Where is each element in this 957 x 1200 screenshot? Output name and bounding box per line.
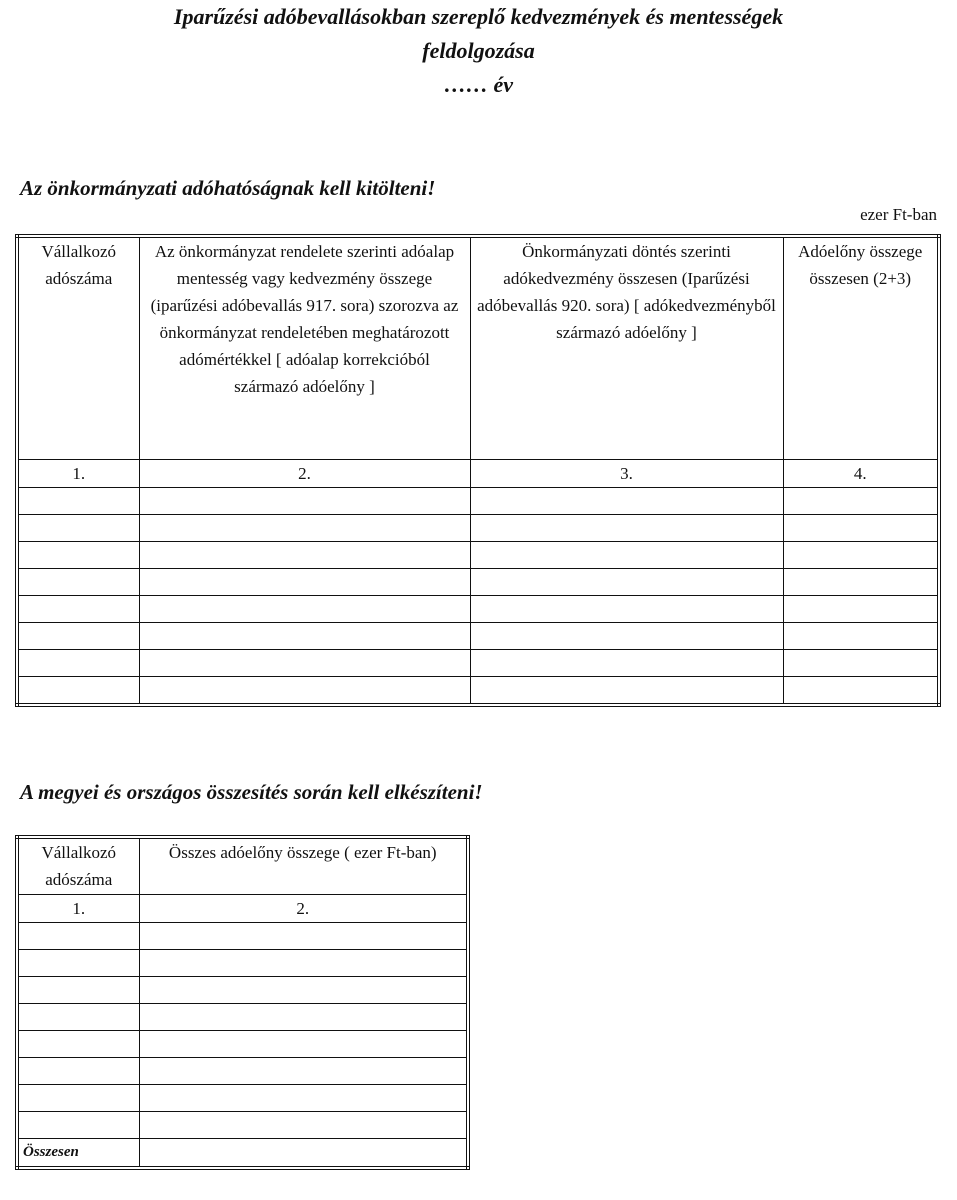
table-row	[17, 1112, 468, 1139]
table-cell[interactable]	[17, 1058, 139, 1085]
table-cell[interactable]	[17, 650, 139, 677]
total-value-cell[interactable]	[139, 1139, 468, 1169]
table-cell[interactable]	[139, 977, 468, 1004]
table-cell[interactable]	[17, 1031, 139, 1058]
total-label: Összesen	[17, 1139, 139, 1169]
table-row	[17, 515, 939, 542]
table-cell[interactable]	[17, 623, 139, 650]
table-cell[interactable]	[17, 1085, 139, 1112]
table-row	[17, 923, 468, 950]
table-cell[interactable]	[139, 650, 470, 677]
table-cell[interactable]	[17, 596, 139, 623]
table-row	[17, 542, 939, 569]
document-title-line3: …… év	[443, 72, 514, 97]
table-row	[17, 623, 939, 650]
document-title-line2: feldolgozása	[422, 38, 535, 63]
column-number: 1.	[17, 460, 139, 488]
section1-header-row	[17, 236, 939, 460]
section1-column-numbers	[17, 460, 939, 488]
table-cell[interactable]	[17, 488, 139, 515]
table-cell[interactable]	[139, 623, 470, 650]
table-cell[interactable]	[139, 542, 470, 569]
section2-heading: A megyei és országos összesítés során kell elkészíteni!	[20, 780, 483, 804]
total-row	[17, 1139, 468, 1169]
table-cell[interactable]	[783, 542, 939, 569]
table-row	[17, 677, 939, 706]
table-cell[interactable]	[470, 623, 783, 650]
header-vallalkozo-adoszama: Vállalkozó adószáma	[17, 236, 139, 460]
table-cell[interactable]	[470, 569, 783, 596]
table-row	[17, 950, 468, 977]
table-cell[interactable]	[139, 569, 470, 596]
header-adokedvezmeny: Önkormányzati döntés szerinti adókedvezmény összesen (Iparűzési adóbevallás 920. sora) [ adókedvezményből származó adóelőny ]	[470, 236, 783, 460]
table-cell[interactable]	[470, 515, 783, 542]
table-row	[17, 650, 939, 677]
section2-header-row	[17, 837, 468, 895]
table-row	[17, 488, 939, 515]
table-cell[interactable]	[783, 650, 939, 677]
table-cell[interactable]	[139, 1004, 468, 1031]
table-cell[interactable]	[470, 596, 783, 623]
table-row	[17, 1031, 468, 1058]
table-cell[interactable]	[17, 977, 139, 1004]
table-cell[interactable]	[139, 950, 468, 977]
table-cell[interactable]	[783, 596, 939, 623]
table-cell[interactable]	[470, 650, 783, 677]
table-cell[interactable]	[17, 677, 139, 706]
column-number: 3.	[470, 460, 783, 488]
table-row	[17, 1058, 468, 1085]
table-cell[interactable]	[139, 488, 470, 515]
table-cell[interactable]	[783, 569, 939, 596]
document-title-line1: Iparűzési adóbevallásokban szereplő kedvezmények és mentességek	[173, 4, 784, 29]
table-cell[interactable]	[139, 1058, 468, 1085]
table-row	[17, 1085, 468, 1112]
table-cell[interactable]	[139, 677, 470, 706]
section1-table	[15, 234, 941, 707]
table-row	[17, 977, 468, 1004]
table-cell[interactable]	[470, 542, 783, 569]
table-cell[interactable]	[783, 623, 939, 650]
table-cell[interactable]	[139, 596, 470, 623]
header-adoalap-korrekcio: Az önkormányzat rendelete szerinti adóalap mentesség vagy kedvezmény összege (iparűzési adóbevallás 917. sora) szorozva az önkormányzat rendeletében meghatározott adómértékkel [ adóalap korrekcióból származó adóelőny ]	[139, 236, 470, 460]
column-number: 2.	[139, 895, 468, 923]
section2-table	[15, 835, 470, 1170]
section2-column-numbers	[17, 895, 468, 923]
table-cell[interactable]	[470, 677, 783, 706]
table-cell[interactable]	[17, 950, 139, 977]
table-cell[interactable]	[139, 1112, 468, 1139]
section1-heading: Az önkormányzati adóhatóságnak kell kitölteni!	[20, 176, 436, 200]
table-cell[interactable]	[17, 1004, 139, 1031]
table-cell[interactable]	[17, 1112, 139, 1139]
table-cell[interactable]	[17, 542, 139, 569]
table-cell[interactable]	[17, 923, 139, 950]
table-cell[interactable]	[470, 488, 783, 515]
table-cell[interactable]	[783, 677, 939, 706]
table-cell[interactable]	[783, 515, 939, 542]
table-cell[interactable]	[139, 515, 470, 542]
section2-body	[17, 923, 468, 1139]
table-cell[interactable]	[17, 569, 139, 596]
table-row	[17, 569, 939, 596]
table-cell[interactable]	[17, 515, 139, 542]
header-adoelony-osszesen: Adóelőny összege összesen (2+3)	[783, 236, 939, 460]
table-row	[17, 1004, 468, 1031]
header-vallalkozo-adoszama: Vállalkozó adószáma	[17, 837, 139, 895]
table-cell[interactable]	[139, 923, 468, 950]
section1-body	[17, 488, 939, 706]
table-cell[interactable]	[783, 488, 939, 515]
column-number: 4.	[783, 460, 939, 488]
column-number: 2.	[139, 460, 470, 488]
table-row	[17, 596, 939, 623]
header-osszes-adoelony: Összes adóelőny összege ( ezer Ft-ban)	[139, 837, 468, 895]
unit-note: ezer Ft-ban	[860, 205, 937, 224]
table-cell[interactable]	[139, 1031, 468, 1058]
table-cell[interactable]	[139, 1085, 468, 1112]
column-number: 1.	[17, 895, 139, 923]
